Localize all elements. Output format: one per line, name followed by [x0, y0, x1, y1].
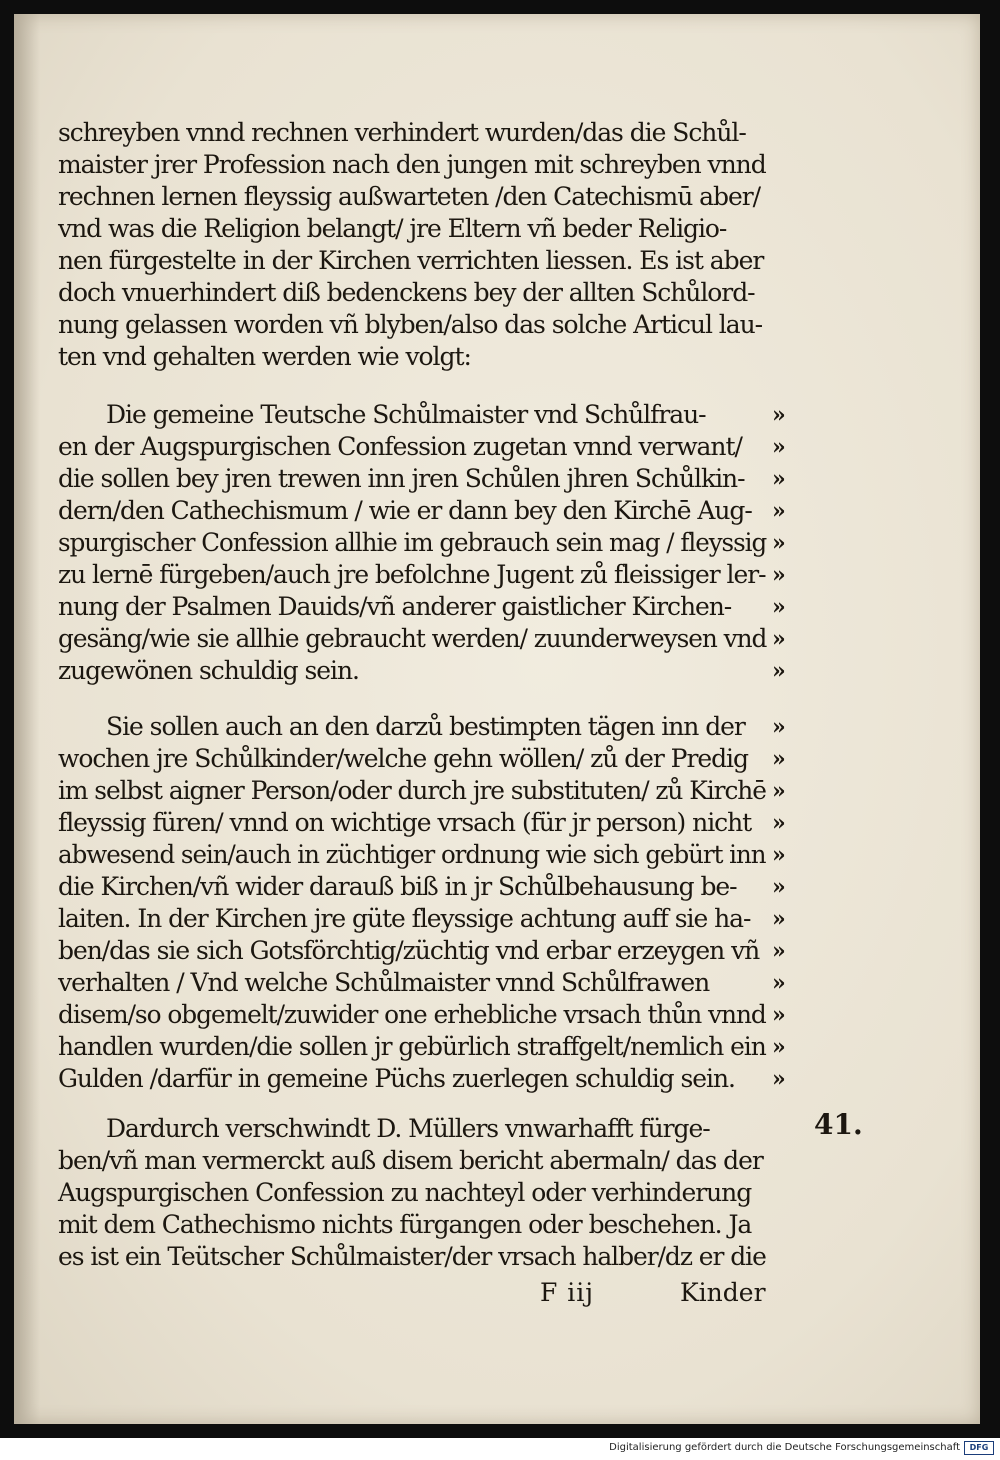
quote-mark: »	[772, 402, 786, 428]
quote-mark: »	[772, 842, 786, 868]
quote-mark: »	[772, 1034, 786, 1060]
text-line: en der Augspurgischen Confession zugetan vnnd verwant/	[58, 432, 742, 461]
text-line: schreyben vnnd rechnen verhindert wurden/das die Schůl-	[58, 118, 746, 147]
text-line: dern/den Cathechismum / wie er dann bey den Kirchē Aug-	[58, 496, 752, 525]
text-line: es ist ein Teütscher Schůlmaister/der vrsach halber/dz er die	[58, 1242, 766, 1271]
text-line: mit dem Cathechismo nichts fürgangen oder beschehen. Ja	[58, 1210, 752, 1239]
text-line: nung gelassen worden vñ blyben/also das solche Articul lau-	[58, 310, 763, 339]
text-line: nen fürgestelte in der Kirchen verrichten liessen. Es ist aber	[58, 246, 764, 275]
text-line: verhalten / Vnd welche Schůlmaister vnnd Schůlfrawen	[58, 968, 710, 997]
text-line: nung der Psalmen Dauids/vñ anderer gaistlicher Kirchen-	[58, 592, 732, 621]
text-line: ten vnd gehalten werden wie volgt:	[58, 342, 471, 371]
marginal-number: 41.	[814, 1108, 863, 1141]
text-line: fleyssig füren/ vnnd on wichtige vrsach (für jr person) nicht	[58, 808, 752, 837]
book-page	[14, 14, 980, 1424]
text-line: laiten. In der Kirchen jre güte fleyssige achtung auff sie ha-	[58, 904, 751, 933]
text-line: ben/vñ man vermerckt auß disem bericht abermaln/ das der	[58, 1146, 763, 1175]
text-line: zugewönen schuldig sein.	[58, 656, 359, 685]
quote-mark: »	[772, 746, 786, 772]
quote-mark: »	[772, 778, 786, 804]
text-line: spurgischer Confession allhie im gebrauch sein mag / fleyssig	[58, 528, 767, 557]
text-line: abwesend sein/auch in züchtiger ordnung wie sich gebürt inn	[58, 840, 766, 869]
quote-mark: »	[772, 498, 786, 524]
footer-bar	[0, 1438, 1000, 1460]
quote-mark: »	[772, 530, 786, 556]
text-line: im selbst aigner Person/oder durch jre substituten/ zů Kirchē	[58, 776, 766, 805]
quote-mark: »	[772, 810, 786, 836]
quote-mark: »	[772, 714, 786, 740]
quote-mark: »	[772, 970, 786, 996]
signature-mark: F iij	[540, 1278, 595, 1307]
quote-mark: »	[772, 658, 786, 684]
text-line: Sie sollen auch an den darzů bestimpten tägen inn der	[106, 712, 745, 741]
quote-mark: »	[772, 874, 786, 900]
funding-credit: Digitalisierung gefördert durch die Deutsche Forschungsgemeinschaft	[609, 1442, 960, 1453]
text-line: wochen jre Schůlkinder/welche gehn wöllen/ zů der Predig	[58, 744, 748, 773]
text-line: Die gemeine Teutsche Schůlmaister vnd Schůlfrau-	[106, 400, 706, 429]
quote-mark: »	[772, 906, 786, 932]
text-line: Augspurgischen Confession zu nachteyl oder verhinderung	[58, 1178, 752, 1207]
quote-mark: »	[772, 466, 786, 492]
text-line: doch vnuerhindert diß bedenckens bey der allten Schůlord-	[58, 278, 755, 307]
quote-mark: »	[772, 594, 786, 620]
quote-mark: »	[772, 938, 786, 964]
text-line: vnd was die Religion belangt/ jre Eltern vñ beder Religio-	[58, 214, 727, 243]
text-line: disem/so obgemelt/zuwider one erhebliche vrsach thůn vnnd	[58, 1000, 766, 1029]
text-line: ben/das sie sich Gotsförchtig/züchtig vnd erbar erzeygen vñ	[58, 936, 760, 965]
quote-mark: »	[772, 1002, 786, 1028]
catchword: Kinder	[680, 1278, 766, 1307]
page-gutter-shadow	[14, 14, 40, 1424]
text-line: Dardurch verschwindt D. Müllers vnwarhafft fürge-	[106, 1114, 710, 1143]
text-line: zu lernē fürgeben/auch jre befolchne Jugent zů fleissiger ler-	[58, 560, 766, 589]
text-line: Gulden /darfür in gemeine Püchs zuerlegen schuldig sein.	[58, 1064, 735, 1093]
text-line: die Kirchen/vñ wider darauß biß in jr Schůlbehausung be-	[58, 872, 737, 901]
text-line: rechnen lernen fleyssig außwarteten /den Catechismū aber/	[58, 182, 760, 211]
quote-mark: »	[772, 434, 786, 460]
text-line: maister jrer Profession nach den jungen mit schreyben vnnd	[58, 150, 766, 179]
text-line: gesäng/wie sie allhie gebraucht werden/ zuunderweysen vnd	[58, 624, 767, 653]
text-line: die sollen bey jren trewen inn jren Schůlen jhren Schůlkin-	[58, 464, 745, 493]
dfg-logo-icon: DFG	[964, 1441, 994, 1455]
quote-mark: »	[772, 562, 786, 588]
text-line: handlen wurden/die sollen jr gebürlich straffgelt/nemlich ein	[58, 1032, 766, 1061]
quote-mark: »	[772, 626, 786, 652]
quote-mark: »	[772, 1066, 786, 1092]
